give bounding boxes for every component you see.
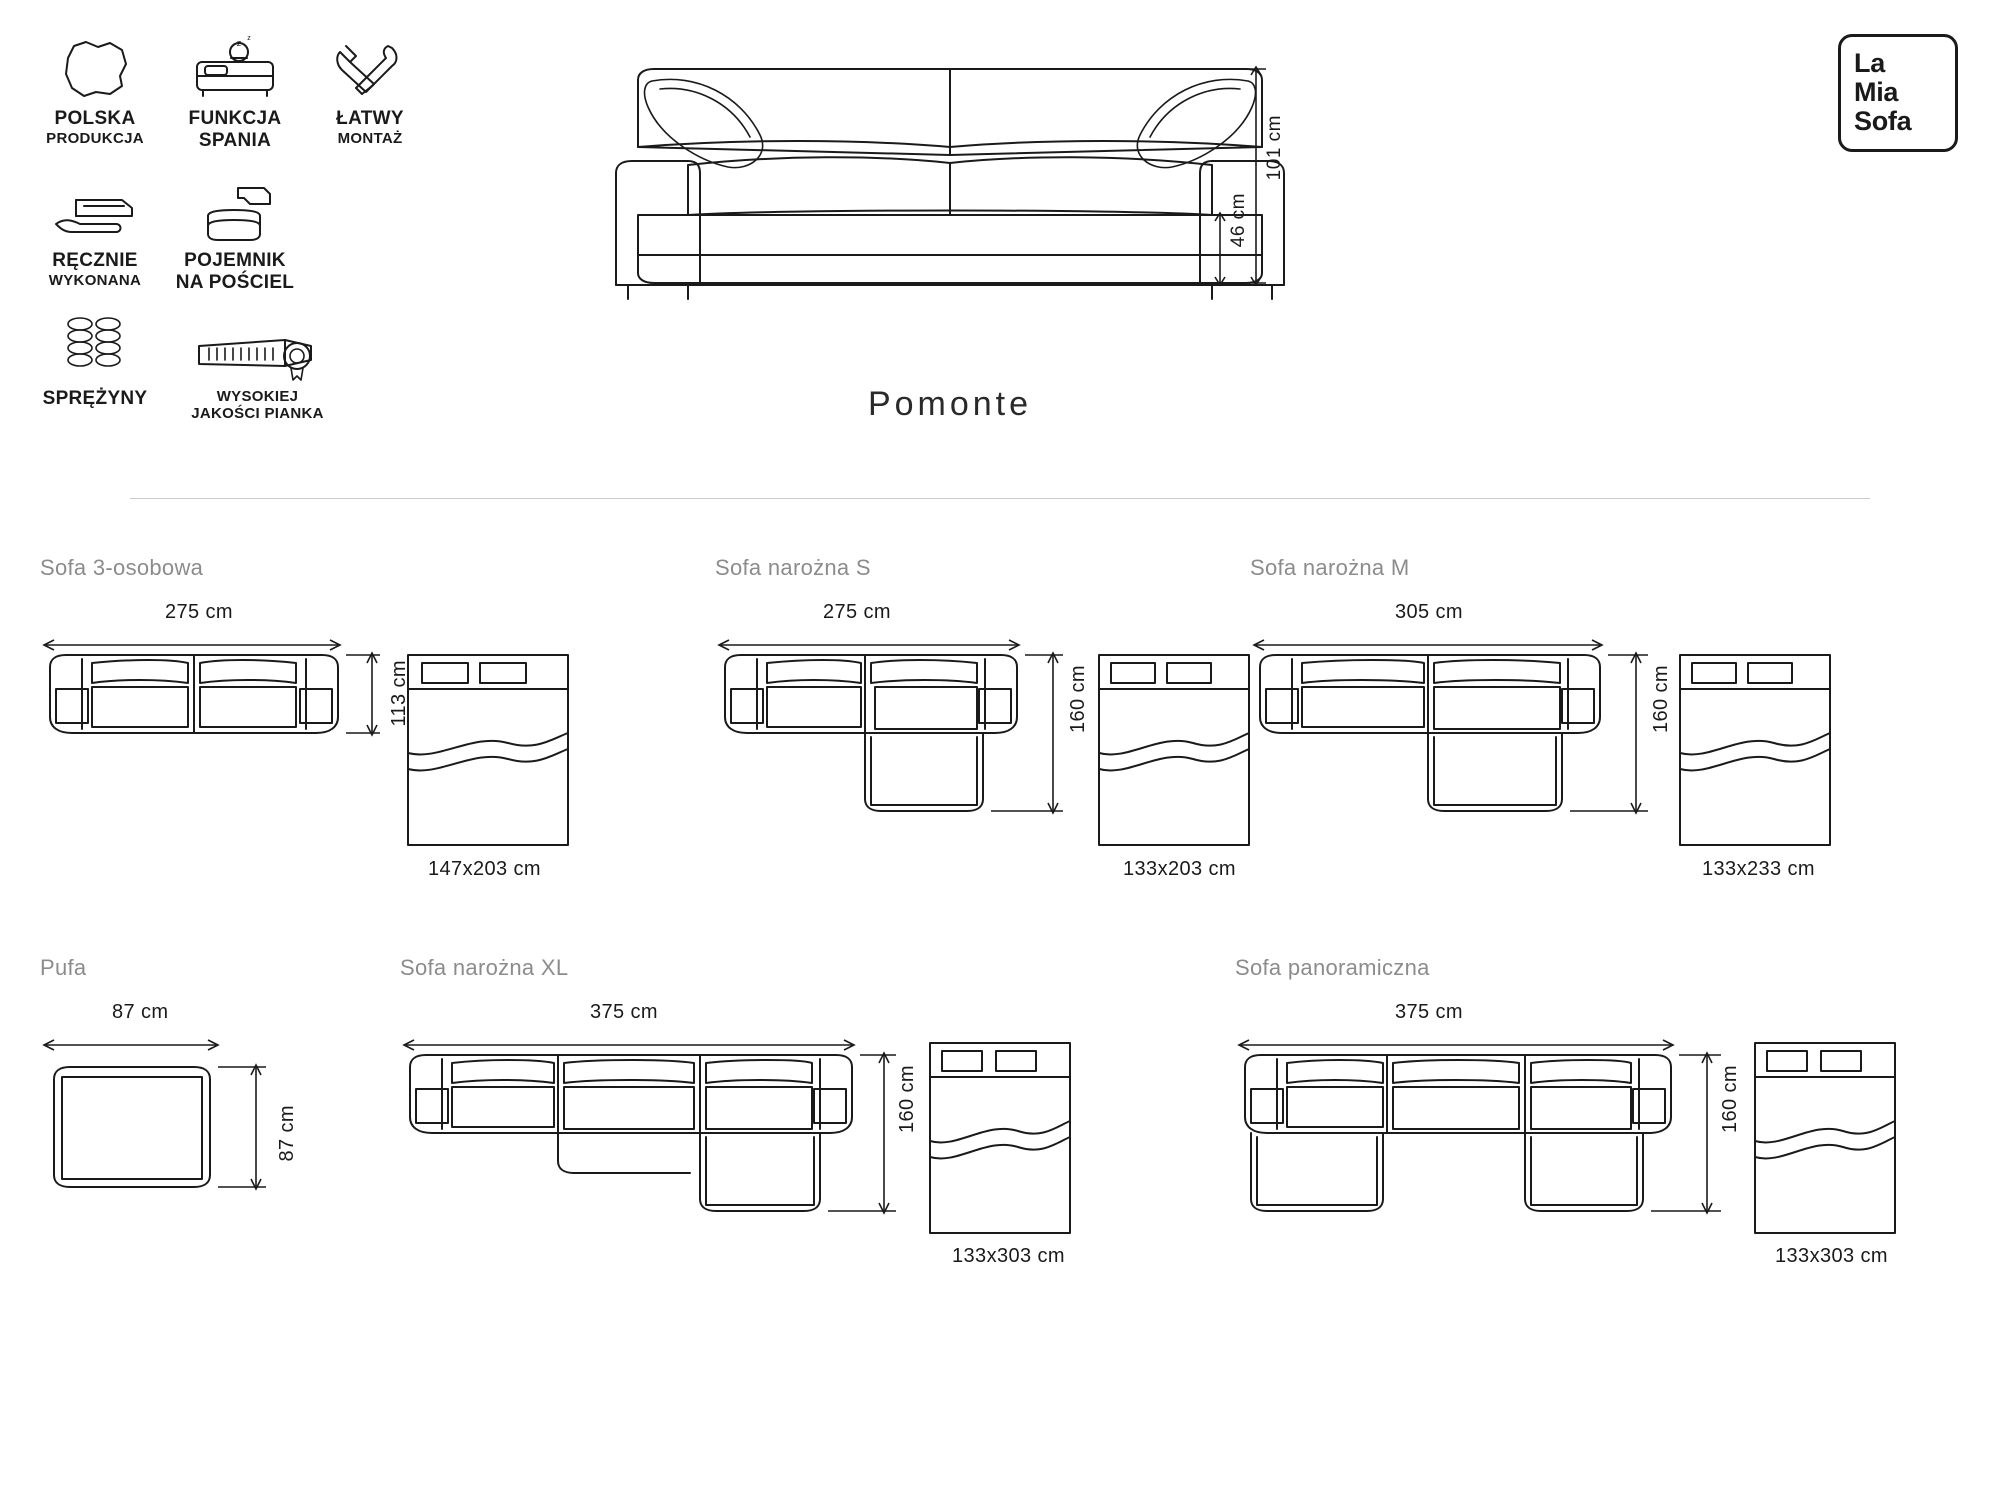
depth-label: 160 cm [1067,665,1089,733]
topview-drawing [40,593,560,873]
topview-drawing [1235,993,1955,1273]
logo-line-1: La [1854,48,1885,78]
feature-pojemnik-na-posciel [155,172,315,294]
feature-label: SPRĘŻYNY [42,388,148,409]
feature-label: POJEMNIK NA POŚCIEL [175,250,295,293]
bed-layout-drawing [1099,655,1249,845]
product-name: Sofa 3-osobowa [40,555,204,580]
bed-size-label: 133x203 cm [1123,858,1236,880]
product-name: Sofa narożna S [715,555,871,580]
width-label: 375 cm [1395,1001,1463,1023]
bed-layout-drawing [930,1043,1070,1233]
svg-text:z: z [247,35,251,42]
topview-drawing [715,593,1275,873]
feature-label: WYSOKIEJ JAKOŚCI PIANKA [191,388,324,423]
product-name: Sofa narożna M [1250,555,1410,580]
topview-drawing [400,993,1120,1273]
product-name: Pufa [40,955,87,980]
bedding-container-icon [155,172,315,244]
product-block-sofa-narozna-m [1250,555,1870,885]
feature-latwy-montaz [305,30,435,147]
bed-layout-drawing [1755,1043,1895,1233]
width-label: 275 cm [165,601,233,623]
depth-label: 160 cm [896,1065,918,1133]
depth-label: 160 cm [1650,665,1672,733]
springs-icon [30,310,160,382]
svg-text:z: z [236,38,242,48]
product-block-pufa [40,955,320,1275]
bed-layout-drawing [1680,655,1830,845]
tools-icon [305,30,435,102]
product-block-sofa-3-osobowa [40,555,560,885]
bed-layout-drawing [408,655,568,845]
logo-line-3: Sofa [1854,106,1912,137]
product-name: Sofa panoramiczna [1235,955,1430,980]
logo-line-2: Mia [1854,77,1899,108]
bed-size-label: 133x303 cm [1775,1245,1888,1267]
depth-label: 160 cm [1719,1065,1741,1133]
hero-height-seat: 46 cm [1228,193,1249,248]
bed-size-label: 133x303 cm [952,1245,1065,1267]
feature-label: FUNKCJA SPANIA [188,108,282,151]
depth-label: 113 cm [388,660,410,727]
width-label: 375 cm [590,1001,658,1023]
product-block-sofa-panoramiczna [1235,955,1955,1285]
feature-wysokiej-jakosci-pianka [165,310,350,423]
section-divider [130,498,1870,499]
hero-sofa-illustration [600,55,1300,285]
product-block-sofa-narozna-s [715,555,1275,885]
feature-sprezyny [30,310,160,410]
feature-recznie-wykonana [30,172,160,289]
hero-height-total: 101 cm [1264,115,1285,181]
product-name: Sofa narożna XL [400,955,569,980]
feature-label: POLSKA PRODUKCJA [46,108,144,147]
feature-funkcja-spania [155,30,315,152]
width-label: 305 cm [1395,601,1463,623]
topview-drawing [40,993,320,1243]
topview-drawing [1250,593,1870,873]
width-label: 275 cm [823,601,891,623]
bed-size-label: 133x233 cm [1702,858,1815,880]
depth-label: 87 cm [276,1105,298,1162]
hand-made-icon [30,172,160,244]
width-label: 87 cm [112,1001,169,1023]
bed-size-label: 147x203 cm [428,858,541,880]
feature-label: ŁATWY MONTAŻ [336,108,404,147]
foam-quality-icon [165,310,350,382]
product-block-sofa-narozna-xl [400,955,1120,1285]
brand-logo [1838,34,1958,152]
features-panel [30,20,460,480]
feature-polska-produkcja [30,30,160,147]
poland-map-icon [30,30,160,102]
sleep-function-icon [155,30,315,102]
feature-label: RĘCZNIE WYKONANA [48,250,142,289]
product-title: Pomonte [867,385,1033,423]
